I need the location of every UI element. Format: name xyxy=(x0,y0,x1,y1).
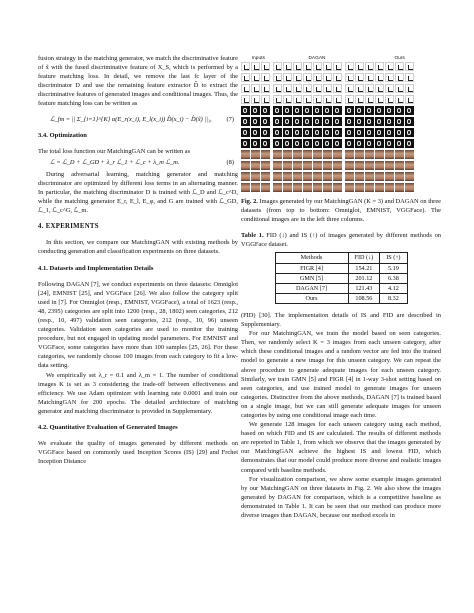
emn-thumbnail xyxy=(293,139,302,148)
emn-thumbnail xyxy=(355,117,364,126)
omni-thumbnail xyxy=(313,84,322,93)
face-thumbnail xyxy=(405,150,414,159)
table-cell-fid: 121.43 xyxy=(348,283,380,293)
face-thumbnail xyxy=(385,183,394,192)
table-cell-fid: 154.21 xyxy=(348,263,380,273)
emn-thumbnail xyxy=(293,128,302,137)
figure-2-caption xyxy=(241,197,441,224)
emn-thumbnail xyxy=(355,128,364,137)
omni-thumbnail xyxy=(365,62,374,71)
figure-header-dagan: DAGAN xyxy=(308,56,326,61)
face-thumbnail xyxy=(313,161,322,170)
emn-thumbnail xyxy=(355,106,364,115)
emn-thumbnail xyxy=(293,106,302,115)
emn-thumbnail xyxy=(261,128,270,137)
emn-thumbnail xyxy=(293,117,302,126)
thumbnail-row xyxy=(345,150,414,159)
thumbnail-row xyxy=(273,183,342,192)
section-4-title: 4. EXPERIMENTS xyxy=(38,223,99,231)
face-thumbnail xyxy=(395,183,404,192)
table-1-caption-label: Table 1. xyxy=(241,232,264,240)
emn-thumbnail xyxy=(273,128,282,137)
equation-7-number: (7) xyxy=(226,116,234,124)
omni-thumbnail xyxy=(385,84,394,93)
emn-thumbnail xyxy=(323,139,332,148)
right-paragraph-3: We generate 128 images for each unseen category using each method, based on which FID and IS are calculated. The results of different methods are reported in Table 1, from which we observe that the images generated by our MatchingGAN achieve the highest IS and lowest FID, which demonstrates that our model could produce more diverse and realistic images compared with baseline methods. xyxy=(241,421,441,474)
emn-thumbnail xyxy=(405,128,414,137)
emn-thumbnail xyxy=(323,128,332,137)
table-cell-method: FIGR [4] xyxy=(275,263,348,273)
emn-thumbnail xyxy=(385,117,394,126)
emn-thumbnail xyxy=(273,139,282,148)
omni-thumbnail xyxy=(333,73,342,82)
omni-thumbnail xyxy=(385,62,394,71)
emn-thumbnail xyxy=(303,117,312,126)
face-thumbnail xyxy=(283,150,292,159)
emn-thumbnail xyxy=(345,128,354,137)
equation-8 xyxy=(38,156,238,170)
intro-paragraph: fusion strategy in the matching generator, we match the discriminative feature of x̃ with the fused discriminative feature of X_S, which is performed by a feature matching loss. In detail, we remove the last fc layer of the discriminator D and use the remaining feature extractor D̂ to extract the discriminative features of generated images and conditional images. Thus, the feature matching loss can be written as xyxy=(38,55,238,108)
thumbnail-row xyxy=(273,62,342,71)
thumbnail-row xyxy=(345,62,414,71)
face-thumbnail xyxy=(283,183,292,192)
face-thumbnail xyxy=(251,172,260,181)
emn-thumbnail xyxy=(313,128,322,137)
emn-thumbnail xyxy=(333,128,342,137)
omni-thumbnail xyxy=(365,84,374,93)
omni-thumbnail xyxy=(385,95,394,104)
thumbnail-row xyxy=(241,117,270,126)
emn-thumbnail xyxy=(251,139,260,148)
emn-thumbnail xyxy=(251,117,260,126)
thumbnail-row xyxy=(345,172,414,181)
table-cell-is: 5.19 xyxy=(380,263,407,273)
results-table xyxy=(275,252,408,303)
emn-thumbnail xyxy=(273,106,282,115)
omni-thumbnail xyxy=(345,73,354,82)
right-column xyxy=(241,54,441,520)
face-thumbnail xyxy=(261,183,270,192)
omni-thumbnail xyxy=(323,84,332,93)
thumbnail-row xyxy=(273,139,342,148)
thumbnail-row xyxy=(345,95,414,104)
face-thumbnail xyxy=(273,183,282,192)
face-thumbnail xyxy=(355,150,364,159)
emn-thumbnail xyxy=(375,139,384,148)
emn-thumbnail xyxy=(405,139,414,148)
emn-thumbnail xyxy=(405,117,414,126)
table-cell-is: 4.12 xyxy=(380,283,407,293)
section-4-paragraph: In this section, we compare our MatchingGAN with existing methods by conducting generation and classification experiments on three datasets. xyxy=(38,239,238,256)
omni-thumbnail xyxy=(303,62,312,71)
face-thumbnail xyxy=(323,172,332,181)
omni-thumbnail xyxy=(365,73,374,82)
thumbnail-row xyxy=(273,128,342,137)
face-thumbnail xyxy=(241,150,250,159)
table-cell-fid: 108.56 xyxy=(348,293,380,303)
face-thumbnail xyxy=(333,183,342,192)
omni-thumbnail xyxy=(405,95,414,104)
inputs-panel xyxy=(241,62,270,195)
table-row xyxy=(275,273,407,283)
omni-thumbnail xyxy=(293,84,302,93)
right-paragraph-2: For our MatchingGAN, we train the model based on seen categories. Then, we randomly select K = 3 images from each unseen category, after which these conditional images and a random vector are fed into the trained model to generate a new image for this unseen category. We can repeat the above procedure to generate adequate images for each unseen category. Similarly, we train GMN [5] and FIGR [4] in 1-way 3-shot setting based on seen categories, and use trained model to generate images for unseen categories. Distinctive from the above methods, DAGAN [7] is trained based on a single image, but we can still generate adequate images for unseen categories by using one conditional image each time. xyxy=(241,330,441,419)
emn-thumbnail xyxy=(375,128,384,137)
equation-8-body: ℒ = ℒ_D + ℒ_GD + λ_r ℒ_1 + ℒ_c + λ_m ℒ_m. xyxy=(50,159,180,167)
emn-thumbnail xyxy=(375,106,384,115)
emn-thumbnail xyxy=(375,117,384,126)
table-header-fid: FID (↓) xyxy=(348,253,380,263)
emn-thumbnail xyxy=(251,106,260,115)
dagan-panel xyxy=(273,62,342,195)
table-header-methods: Methods xyxy=(275,253,348,263)
omni-thumbnail xyxy=(345,84,354,93)
figure-headers xyxy=(241,54,441,62)
face-thumbnail xyxy=(365,183,374,192)
right-paragraph-4: For visualization comparison, we show some example images generated by our MatchingGAN on three datasets in Fig. 2. We also show the images generated by DAGAN for comparison, which is a competitive baseline as demonstrated in Table 1. It can be seen that our method can produce more diverse images than DAGAN, because our method excels in xyxy=(241,475,441,519)
ours-panel xyxy=(345,62,414,195)
table-header-row xyxy=(275,253,407,263)
emn-thumbnail xyxy=(241,117,250,126)
face-thumbnail xyxy=(333,161,342,170)
thumbnail-row xyxy=(241,161,270,170)
omni-thumbnail xyxy=(405,84,414,93)
omni-thumbnail xyxy=(375,95,384,104)
omni-thumbnail xyxy=(395,62,404,71)
emn-thumbnail xyxy=(385,128,394,137)
omni-thumbnail xyxy=(251,84,260,93)
omni-thumbnail xyxy=(241,73,250,82)
table-cell-fid: 201.12 xyxy=(348,273,380,283)
section-4-1-paragraph-1: Following DAGAN [7], we conduct experiments on three datasets: Omniglot [24], EMNIST [25], and VGGFace [26]. We also follow the category split used in [7]. For Omniglot (resp., EMNIST, VGGFace), a total of 1623 (resp., 48, 2395) categories are split into 1200 (resp., 28, 1802) seen categories, 212 (resp., 10, 497) validation seen categories, 212 (resp., 10, 96) unseen categories. Validation seen categories are used to monitor the training procedure, but not engaged in updating model parameters. For EMNIST and VGGFace, some categories have more than 100 samples [25, 26]. For these categories, we randomly choose 100 images from each category to fit a low-data setting. xyxy=(38,280,238,370)
omni-thumbnail xyxy=(355,73,364,82)
face-thumbnail xyxy=(365,172,374,181)
omni-thumbnail xyxy=(251,73,260,82)
table-row xyxy=(275,263,407,273)
emn-thumbnail xyxy=(313,139,322,148)
table-cell-method: Ours xyxy=(275,293,348,303)
omni-thumbnail xyxy=(313,73,322,82)
face-thumbnail xyxy=(355,172,364,181)
equation-8-number: (8) xyxy=(226,159,234,167)
emn-thumbnail xyxy=(303,128,312,137)
section-3-4-title: 3.4. Optimization xyxy=(38,131,87,139)
thumbnail-row xyxy=(345,183,414,192)
thumbnail-row xyxy=(241,172,270,181)
face-thumbnail xyxy=(375,150,384,159)
omni-thumbnail xyxy=(385,73,394,82)
thumbnail-row xyxy=(241,128,270,137)
thumbnail-row xyxy=(241,139,270,148)
face-thumbnail xyxy=(365,161,374,170)
emn-thumbnail xyxy=(365,106,374,115)
emn-thumbnail xyxy=(241,106,250,115)
face-thumbnail xyxy=(395,150,404,159)
omni-thumbnail xyxy=(261,84,270,93)
section-4-1-title: 4.1. Datasets and Implementation Details xyxy=(38,264,154,272)
equation-7 xyxy=(38,109,238,131)
emn-thumbnail xyxy=(323,106,332,115)
face-thumbnail xyxy=(273,172,282,181)
thumbnail-row xyxy=(273,172,342,181)
emn-thumbnail xyxy=(241,139,250,148)
section-3-4-paragraph: The total loss function our MatchingGAN can be written as xyxy=(38,147,191,155)
thumbnail-row xyxy=(241,183,270,192)
face-thumbnail xyxy=(365,150,374,159)
thumbnail-row xyxy=(345,106,414,115)
emn-thumbnail xyxy=(345,117,354,126)
emn-thumbnail xyxy=(395,128,404,137)
table-cell-method: GMN [5] xyxy=(275,273,348,283)
face-thumbnail xyxy=(345,161,354,170)
omni-thumbnail xyxy=(251,62,260,71)
omni-thumbnail xyxy=(273,95,282,104)
face-thumbnail xyxy=(333,172,342,181)
face-thumbnail xyxy=(273,161,282,170)
face-thumbnail xyxy=(303,150,312,159)
omni-thumbnail xyxy=(293,73,302,82)
right-paragraph-1: (FID) [30]. The implementation details of IS and FID are described in Supplementary. xyxy=(241,311,441,329)
thumbnail-row xyxy=(345,84,414,93)
thumbnail-row xyxy=(345,161,414,170)
face-thumbnail xyxy=(405,183,414,192)
emn-thumbnail xyxy=(241,128,250,137)
section-3-4-paragraph-2: During adversarial learning, matching generator and matching discriminator are optimized by different loss terms in an alternating manner. In particular, the matching discriminator D is trained with ℒ_D and ℒ_c^D, while the matching generator E_r, E_l, E_φ, and G are trained with ℒ_GD, ℒ_1, ℒ_c^G, ℒ_m. xyxy=(38,170,238,215)
face-thumbnail xyxy=(375,183,384,192)
omni-thumbnail xyxy=(303,73,312,82)
omni-thumbnail xyxy=(303,84,312,93)
table-1-caption xyxy=(241,231,441,249)
omni-thumbnail xyxy=(293,62,302,71)
table-row xyxy=(275,283,407,293)
face-thumbnail xyxy=(273,150,282,159)
figure-header-inputs: Inputs xyxy=(251,56,265,61)
emn-thumbnail xyxy=(303,139,312,148)
face-thumbnail xyxy=(405,161,414,170)
face-thumbnail xyxy=(303,161,312,170)
emn-thumbnail xyxy=(385,139,394,148)
omni-thumbnail xyxy=(261,95,270,104)
face-thumbnail xyxy=(313,172,322,181)
face-thumbnail xyxy=(261,161,270,170)
thumbnail-row xyxy=(241,62,270,71)
emn-thumbnail xyxy=(333,117,342,126)
figure-2-caption-label: Fig. 2. xyxy=(241,198,258,205)
face-thumbnail xyxy=(385,161,394,170)
emn-thumbnail xyxy=(313,106,322,115)
emn-thumbnail xyxy=(261,106,270,115)
thumbnail-row xyxy=(273,95,342,104)
left-column xyxy=(38,54,238,466)
omni-thumbnail xyxy=(345,95,354,104)
emn-thumbnail xyxy=(313,117,322,126)
omni-thumbnail xyxy=(355,62,364,71)
omni-thumbnail xyxy=(345,62,354,71)
equation-7-body: ℒ_fm = || Σ_{i=1}^{K} α(E_r(x_i), E_l(x_i)) D̂(x_i) − D̂(x̃) ||₁, xyxy=(50,116,212,124)
face-thumbnail xyxy=(283,172,292,181)
omni-thumbnail xyxy=(375,62,384,71)
omni-thumbnail xyxy=(283,95,292,104)
face-thumbnail xyxy=(355,161,364,170)
omni-thumbnail xyxy=(293,95,302,104)
omni-thumbnail xyxy=(333,95,342,104)
table-cell-is: 8.32 xyxy=(380,293,407,303)
emn-thumbnail xyxy=(355,139,364,148)
face-thumbnail xyxy=(395,172,404,181)
face-thumbnail xyxy=(323,150,332,159)
emn-thumbnail xyxy=(283,139,292,148)
emn-thumbnail xyxy=(261,139,270,148)
omni-thumbnail xyxy=(283,84,292,93)
omni-thumbnail xyxy=(375,84,384,93)
emn-thumbnail xyxy=(303,106,312,115)
emn-thumbnail xyxy=(261,117,270,126)
omni-thumbnail xyxy=(273,84,282,93)
section-4-2-paragraph: We evaluate the quality of images generated by different methods on VGGFace based on commonly used Inception Scores (IS) [29] and Frchet Inception Distance xyxy=(38,440,238,466)
face-thumbnail xyxy=(241,161,250,170)
figure-2 xyxy=(241,54,441,197)
face-thumbnail xyxy=(251,161,260,170)
emn-thumbnail xyxy=(385,106,394,115)
emn-thumbnail xyxy=(283,117,292,126)
thumbnail-row xyxy=(241,73,270,82)
face-thumbnail xyxy=(293,161,302,170)
face-thumbnail xyxy=(323,183,332,192)
omni-thumbnail xyxy=(241,95,250,104)
thumbnail-row xyxy=(273,84,342,93)
omni-thumbnail xyxy=(395,95,404,104)
face-thumbnail xyxy=(385,172,394,181)
face-thumbnail xyxy=(313,150,322,159)
thumbnail-row xyxy=(273,106,342,115)
omni-thumbnail xyxy=(375,73,384,82)
face-thumbnail xyxy=(395,161,404,170)
face-thumbnail xyxy=(345,150,354,159)
omni-thumbnail xyxy=(333,62,342,71)
emn-thumbnail xyxy=(405,106,414,115)
table-cell-is: 6.38 xyxy=(380,273,407,283)
thumbnail-row xyxy=(345,139,414,148)
thumbnail-row xyxy=(241,106,270,115)
thumbnail-row xyxy=(273,161,342,170)
table-header-is: IS (↑) xyxy=(380,253,407,263)
thumbnail-row xyxy=(241,150,270,159)
omni-thumbnail xyxy=(405,73,414,82)
emn-thumbnail xyxy=(365,117,374,126)
omni-thumbnail xyxy=(365,95,374,104)
omni-thumbnail xyxy=(273,62,282,71)
omni-thumbnail xyxy=(323,62,332,71)
omni-thumbnail xyxy=(355,95,364,104)
omni-thumbnail xyxy=(261,62,270,71)
face-thumbnail xyxy=(241,183,250,192)
emn-thumbnail xyxy=(283,128,292,137)
emn-thumbnail xyxy=(251,128,260,137)
thumbnail-row xyxy=(273,73,342,82)
emn-thumbnail xyxy=(333,106,342,115)
emn-thumbnail xyxy=(395,117,404,126)
emn-thumbnail xyxy=(365,128,374,137)
thumbnail-row xyxy=(345,128,414,137)
emn-thumbnail xyxy=(365,139,374,148)
table-1-caption-text: FID (↓) and IS (↑) of images generated by different methods on VGGFace dataset. xyxy=(241,232,441,249)
face-thumbnail xyxy=(303,183,312,192)
face-thumbnail xyxy=(293,172,302,181)
face-thumbnail xyxy=(385,150,394,159)
omni-thumbnail xyxy=(333,84,342,93)
face-thumbnail xyxy=(251,183,260,192)
emn-thumbnail xyxy=(273,117,282,126)
table-row xyxy=(275,293,407,303)
table-cell-method: DAGAN [7] xyxy=(275,283,348,293)
face-thumbnail xyxy=(283,161,292,170)
face-thumbnail xyxy=(355,183,364,192)
omni-thumbnail xyxy=(405,62,414,71)
omni-thumbnail xyxy=(241,62,250,71)
omni-thumbnail xyxy=(395,84,404,93)
omni-thumbnail xyxy=(323,95,332,104)
thumbnail-row xyxy=(345,117,414,126)
thumbnail-row xyxy=(345,73,414,82)
thumbnail-row xyxy=(273,117,342,126)
face-thumbnail xyxy=(261,172,270,181)
omni-thumbnail xyxy=(303,95,312,104)
thumbnail-row xyxy=(241,84,270,93)
thumbnail-row xyxy=(273,150,342,159)
omni-thumbnail xyxy=(313,95,322,104)
face-thumbnail xyxy=(241,172,250,181)
omni-thumbnail xyxy=(251,95,260,104)
section-4-1-paragraph-2: We empirically set λ_r = 0.1 and λ_m = 1. The number of conditional images K is set as 3 considering the trade-off between effectiveness and efficiency. We use Adam optimizer with learning rate 0.0001 and train our MatchingGAN for 200 epochs. The detailed architecture of matching generator and matching discriminator is provided in Supplementary. xyxy=(38,371,238,415)
emn-thumbnail xyxy=(395,139,404,148)
omni-thumbnail xyxy=(273,73,282,82)
omni-thumbnail xyxy=(323,73,332,82)
figure-2-caption-text: Images generated by our MatchingGAN (K = 3) and DAGAN on three datasets (from top to bottom: Omniglot, EMNIST, VGGFace). The conditional images are in the left three columns. xyxy=(241,198,441,224)
emn-thumbnail xyxy=(323,117,332,126)
face-thumbnail xyxy=(303,172,312,181)
face-thumbnail xyxy=(375,161,384,170)
omni-thumbnail xyxy=(283,62,292,71)
face-thumbnail xyxy=(261,150,270,159)
omni-thumbnail xyxy=(313,62,322,71)
omni-thumbnail xyxy=(241,84,250,93)
emn-thumbnail xyxy=(345,106,354,115)
face-thumbnail xyxy=(293,150,302,159)
section-4-2-title: 4.2. Quantitative Evaluation of Generated Images xyxy=(38,424,178,431)
omni-thumbnail xyxy=(355,84,364,93)
omni-thumbnail xyxy=(261,73,270,82)
omni-thumbnail xyxy=(395,73,404,82)
face-thumbnail xyxy=(333,150,342,159)
figure-image-grid xyxy=(241,62,441,195)
emn-thumbnail xyxy=(333,139,342,148)
figure-header-ours: Ours xyxy=(394,56,405,61)
face-thumbnail xyxy=(345,172,354,181)
thumbnail-row xyxy=(241,95,270,104)
face-thumbnail xyxy=(405,172,414,181)
emn-thumbnail xyxy=(283,106,292,115)
face-thumbnail xyxy=(345,183,354,192)
emn-thumbnail xyxy=(345,139,354,148)
omni-thumbnail xyxy=(283,73,292,82)
face-thumbnail xyxy=(251,150,260,159)
face-thumbnail xyxy=(375,172,384,181)
face-thumbnail xyxy=(293,183,302,192)
face-thumbnail xyxy=(323,161,332,170)
emn-thumbnail xyxy=(395,106,404,115)
face-thumbnail xyxy=(313,183,322,192)
